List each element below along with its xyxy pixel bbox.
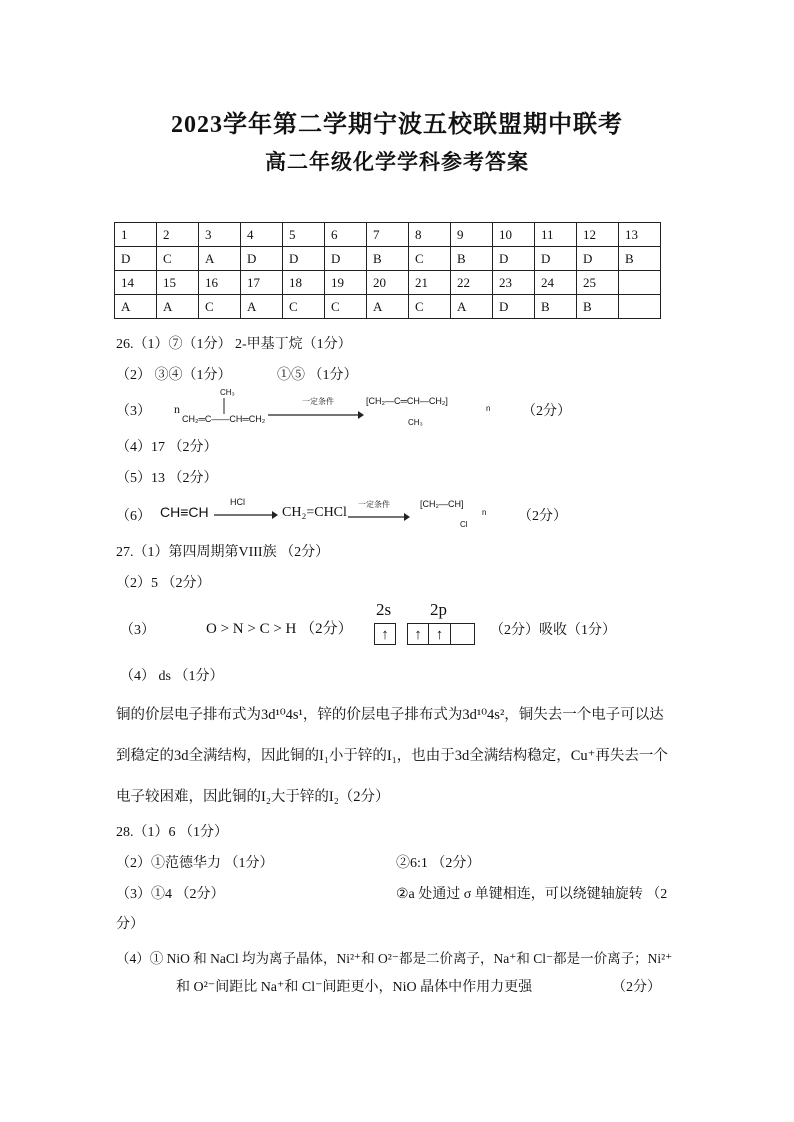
q28-line4b: 和 O²⁻间距比 Na⁺和 Cl⁻间距更小，NiO 晶体中作用力更强 [176,980,533,995]
q26-line1: 26.（1）⑦（1分） 2-甲基丁烷（1分） [116,337,352,352]
question-number-cell: 23 [493,271,535,295]
question-number-cell: 8 [409,223,451,247]
question-number-cell: 6 [325,223,367,247]
question-number-cell: 15 [157,271,199,295]
q27-line3-score: （2分）吸收（1分） [490,623,616,638]
q28-line2a: （2）①范德华力 （1分） [116,856,274,871]
table-row [115,295,661,319]
orbital-2s-label: 2s [376,600,392,619]
answer-cell: D [493,247,535,271]
question-number-cell: 5 [283,223,325,247]
q27-order: O > N > C > H （2分） [206,621,353,637]
answer-cell: B [535,295,577,319]
q26-condition: 一定条件 [302,397,334,406]
q26-line3-label: （3） [116,404,151,419]
q26-reactant-ch3: CH₃ [220,388,235,397]
q26-reagent: HCl [230,497,245,507]
q27-para3: 电子较困难，因此铜的I₂大于锌的I₂（2分） [116,789,390,805]
answer-cell: C [409,247,451,271]
answer-cell: C [283,295,325,319]
question-number-cell: 2 [157,223,199,247]
page-title: 2023学年第二学期宁波五校联盟期中联考 [171,112,623,138]
q26-line6-label: （6） [116,509,151,524]
answer-cell: C [157,247,199,271]
answer-cell: A [199,247,241,271]
answer-cell: B [619,247,661,271]
q28-line4a: （4）① NiO 和 NaCl 均为离子晶体，Ni²⁺和 O²⁻都是二价离子，Na⁺和 Cl⁻都是一价离子；Ni²⁺ [116,951,673,966]
q27-line2: （2）5 （2分） [116,576,211,591]
question-number-cell: 22 [451,271,493,295]
question-number-cell: 25 [577,271,619,295]
q26-acetylene: CH≡CH [160,504,209,520]
answer-cell: B [451,247,493,271]
question-number-cell: 19 [325,271,367,295]
q27-line4: （4） ds （1分） [120,669,224,684]
q26-vinyl-chloride: CH₂=CHCl [282,505,347,520]
answer-cell: D [283,247,325,271]
q26-product-ch3: CH₃ [408,418,423,427]
answer-cell: B [367,247,409,271]
question-number-cell: 10 [493,223,535,247]
question-number-cell: 14 [115,271,157,295]
question-number-cell: 12 [577,223,619,247]
orbital-box: ↑ [407,623,429,645]
orbital-box: ↑ [374,623,396,645]
answer-table [114,222,661,319]
question-number-cell [619,271,661,295]
question-number-cell: 16 [199,271,241,295]
reaction-arrow-icon [214,510,278,520]
answer-cell: C [325,295,367,319]
question-number-cell: 7 [367,223,409,247]
question-number-cell: 17 [241,271,283,295]
question-number-cell: 24 [535,271,577,295]
q26-reactant: CH₂═C——CH═CH₂ [182,414,266,424]
q26-product: [CH₂—C═CH—CH₂] [366,396,448,406]
table-row [115,223,661,247]
question-number-cell: 11 [535,223,577,247]
q26-pvc-cl: Cl [460,520,468,529]
q26-condition2: 一定条件 [358,500,390,509]
answer-cell: A [367,295,409,319]
answer-cell: A [157,295,199,319]
q28-line4c: （2分） [612,980,661,995]
page-subtitle: 高二年级化学学科参考答案 [265,150,529,174]
q26-line6-score: （2分） [518,509,567,524]
q26-pvc-n: n [482,508,487,517]
question-number-cell: 1 [115,223,157,247]
q28-line3b: ②a 处通过 σ 单键相连，可以绕键轴旋转 （2 [396,887,668,902]
q28-line3c: 分） [116,917,144,932]
q26-n: n [174,402,180,416]
question-number-cell: 21 [409,271,451,295]
q27-para1: 铜的价层电子排布式为3d¹⁰4s¹，锌的价层电子排布式为3d¹⁰4s²，铜失去一个电子可以达 [116,707,664,723]
answer-cell: C [199,295,241,319]
q26-product-n: n [486,404,491,413]
answer-cell: A [115,295,157,319]
orbital-box: ↑ [429,623,451,645]
table-row [115,271,661,295]
answer-cell: D [241,247,283,271]
answer-cell: D [325,247,367,271]
q26-line2a: （2） ③④（1分） [116,368,232,383]
orbital-2p [407,623,475,645]
orbital-box-empty [451,623,475,645]
reaction-arrow-icon [268,410,364,420]
orbital-2p-label: 2p [430,600,447,619]
answer-cell: D [535,247,577,271]
q28-line2b: ②6:1 （2分） [396,856,481,871]
q27-para2: 到稳定的3d全满结构，因此铜的I₁小于锌的I₁，也由于3d全满结构稳定，Cu⁺再失去一个 [116,748,668,764]
answer-cell [619,295,661,319]
question-number-cell: 13 [619,223,661,247]
answer-cell: D [493,295,535,319]
answer-cell: C [409,295,451,319]
orbital-2s [374,623,396,645]
q26-line5: （5）13 （2分） [116,471,218,486]
answer-cell: D [115,247,157,271]
q28-line1: 28.（1）6 （1分） [116,825,228,840]
q28-line3a: （3）①4 （2分） [116,887,225,902]
question-number-cell: 20 [367,271,409,295]
question-number-cell: 3 [199,223,241,247]
q26-pvc: [CH₂—CH] [420,499,464,509]
question-number-cell: 18 [283,271,325,295]
reaction-arrow-icon [348,512,410,522]
answer-cell: A [241,295,283,319]
q27-line1: 27.（1）第四周期第VIII族 （2分） [116,545,330,560]
table-row [115,247,661,271]
q26-line2b: ①⑤ （1分） [277,368,358,383]
q26-branch-bond [222,398,226,414]
q26-line3-score: （2分） [522,404,571,419]
q27-line3-label: （3） [120,623,155,638]
answer-cell: D [577,247,619,271]
answer-cell: A [451,295,493,319]
answer-cell: B [577,295,619,319]
question-number-cell: 9 [451,223,493,247]
question-number-cell: 4 [241,223,283,247]
q26-line4: （4）17 （2分） [116,440,218,455]
